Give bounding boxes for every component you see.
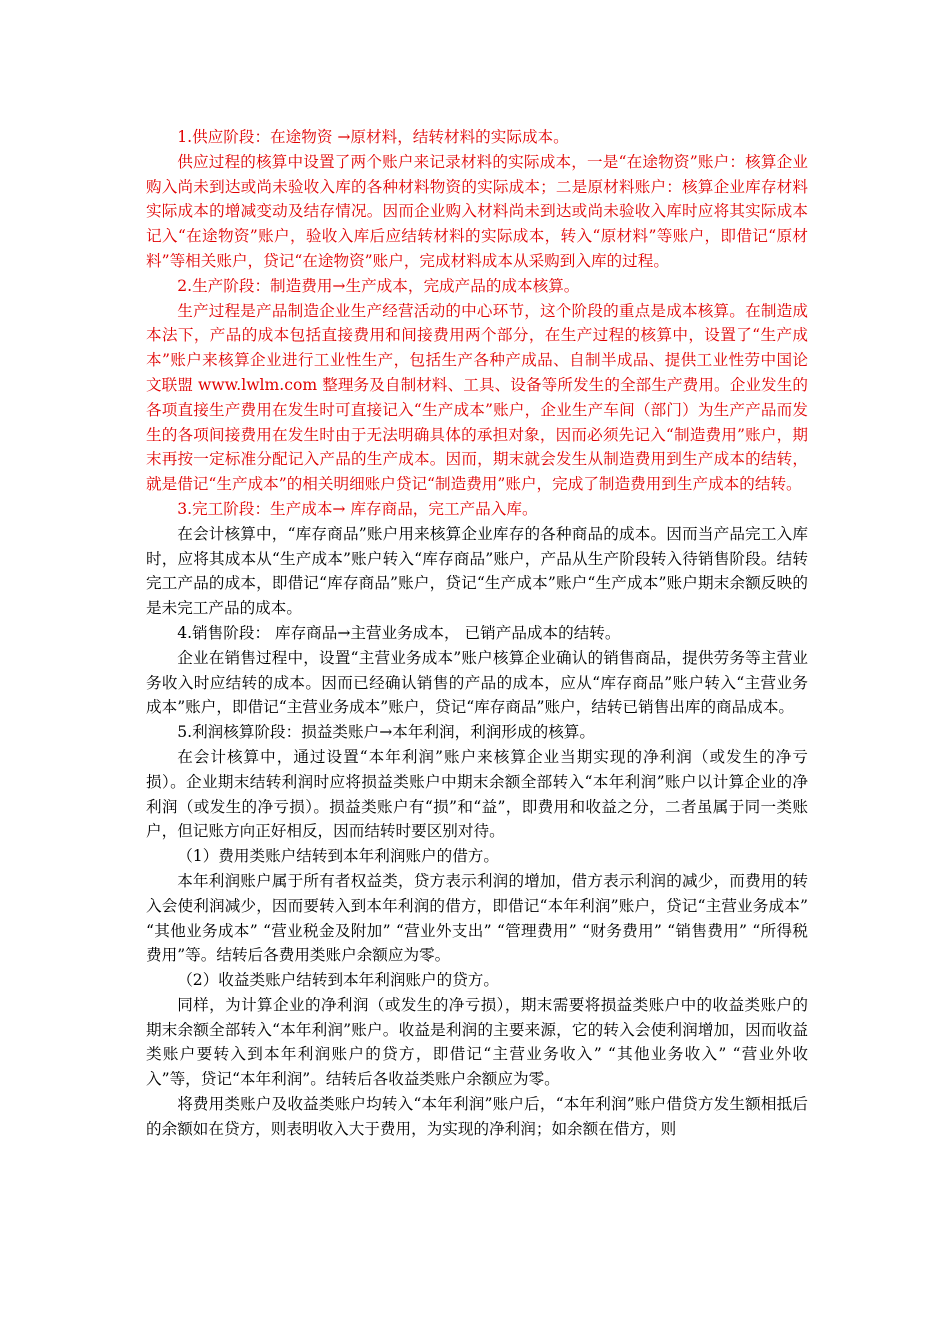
paragraph-closing: 将费用类账户及收益类账户均转入“本年利润”账户后，“本年利润”账户借贷方发生额相抵后的余额如在贷方，则表明收入大于费用，为实现的净利润；如余额在借方，则: [146, 1095, 808, 1138]
paragraph-supply: 供应过程的核算中设置了两个账户来记录材料的实际成本，一是“在途物资”账户：核算企业购入尚未到达或尚未验收入库的各种材料物资的实际成本；二是原材料账户：核算企业库存材料实际成本的增减变动及结存情况。因而企业购入材料尚未到达或尚未验收入库时应将其实际成本记入“在途物资”账户，验收入库后应结转材料的实际成本，转入“原材料”等账户，即借记“原材料”等相关账户，贷记“在途物资”账户，完成材料成本从采购到入库的过程。: [146, 152, 808, 270]
section-heading-production: 2.生产阶段：制造费用→生产成本，完成产品的成本核算。: [177, 276, 580, 295]
section-heading-completion: 3.完工阶段：生产成本→ 库存商品，完工产品入库。: [177, 499, 538, 518]
paragraph-profit: 在会计核算中，通过设置“本年利润”账户来核算企业当期实现的净利润（或发生的净亏损）。企业期末结转利润时应将损益类账户中期末余额全部转入“本年利润”账户以计算企业的净利润（或发生的净亏损）。损益类账户有“损”和“益”，即费用和收益之分，二者虽属于同一类账户，但记账方向正好相反，因而结转时要区别对待。: [146, 747, 808, 841]
paragraph-completion: 在会计核算中，“库存商品”账户用来核算企业库存的各种商品的成本。因而当产品完工入库时，应将其成本从“生产成本”账户转入“库存商品”账户，产品从生产阶段转入待销售阶段。结转完工产品的成本，即借记“库存商品”账户，贷记“生产成本”账户“生产成本”账户期末余额反映的是未完工产品的成本。: [146, 524, 808, 618]
section-heading-sales: 4.销售阶段： 库存商品→主营业务成本， 已销产品成本的结转。: [177, 623, 621, 642]
paragraph-sales: 企业在销售过程中，设置“主营业务成本”账户核算企业确认的销售商品，提供劳务等主营业务收入时应结转的成本。因而已经确认销售的产品的成本，应从“库存商品”账户转入“主营业务成本”账户，即借记“主营业务成本”账户，贷记“库存商品”账户，结转已销售出库的商品成本。: [146, 648, 808, 717]
subheading-expense-accounts: （1）费用类账户结转到本年利润账户的借方。: [177, 847, 499, 866]
subheading-income-accounts: （2）收益类账户结转到本年利润账户的贷方。: [177, 971, 499, 990]
paragraph-production: 生产过程是产品制造企业生产经营活动的中心环节，这个阶段的重点是成本核算。在制造成本法下，产品的成本包括直接费用和间接费用两个部分，在生产过程的核算中，设置了“生产成本”账户来核算企业进行工业性生产，包括生产各种产成品、自制半成品、提供工业性劳中国论文联盟 www.lwlm.com 整理务及自制材料、工具、设备等所发生的全部生产费用。企业发生的各项直接生产费用在发生时可直接记入“生产成本”账户，企业生产车间（部门）为生产产品而发生的各项间接费用在发生时由于无法明确具体的承担对象，因而必须先记入“制造费用”账户，期末再按一定标准分配记入产品的生产成本。因而，期末就会发生从制造费用到生产成本的结转，就是借记“生产成本”的相关明细账户贷记“制造费用”账户，完成了制造费用到生产成本的结转。: [146, 301, 808, 494]
section-heading-profit: 5.利润核算阶段：损益类账户→本年利润，利润形成的核算。: [177, 723, 595, 742]
section-heading-supply: 1.供应阶段：在途物资 →原材料，结转材料的实际成本。: [177, 128, 569, 146]
document-body: [146, 125, 808, 1142]
paragraph-expense-accounts: 本年利润账户属于所有者权益类，贷方表示利润的增加，借方表示利润的减少，而费用的转入会使利润减少，因而要转入到本年利润的借方，即借记“本年利润”账户，贷记“主营业务成本” “其他业务成本” “营业税金及附加” “营业外支出” “管理费用” “财务费用” “销售费用” “所得税费用”等。结转后各费用类账户余额应为零。: [146, 871, 808, 965]
paragraph-income-accounts: 同样，为计算企业的净利润（或发生的净亏损），期末需要将损益类账户中的收益类账户的期末余额全部转入“本年利润”账户。收益是利润的主要来源，它的转入会使利润增加，因而收益类账户要转入到本年利润账户的贷方，即借记“主营业务收入” “其他业务收入” “营业外收入”等，贷记“本年利润”。结转后各收益类账户余额应为零。: [146, 995, 808, 1089]
